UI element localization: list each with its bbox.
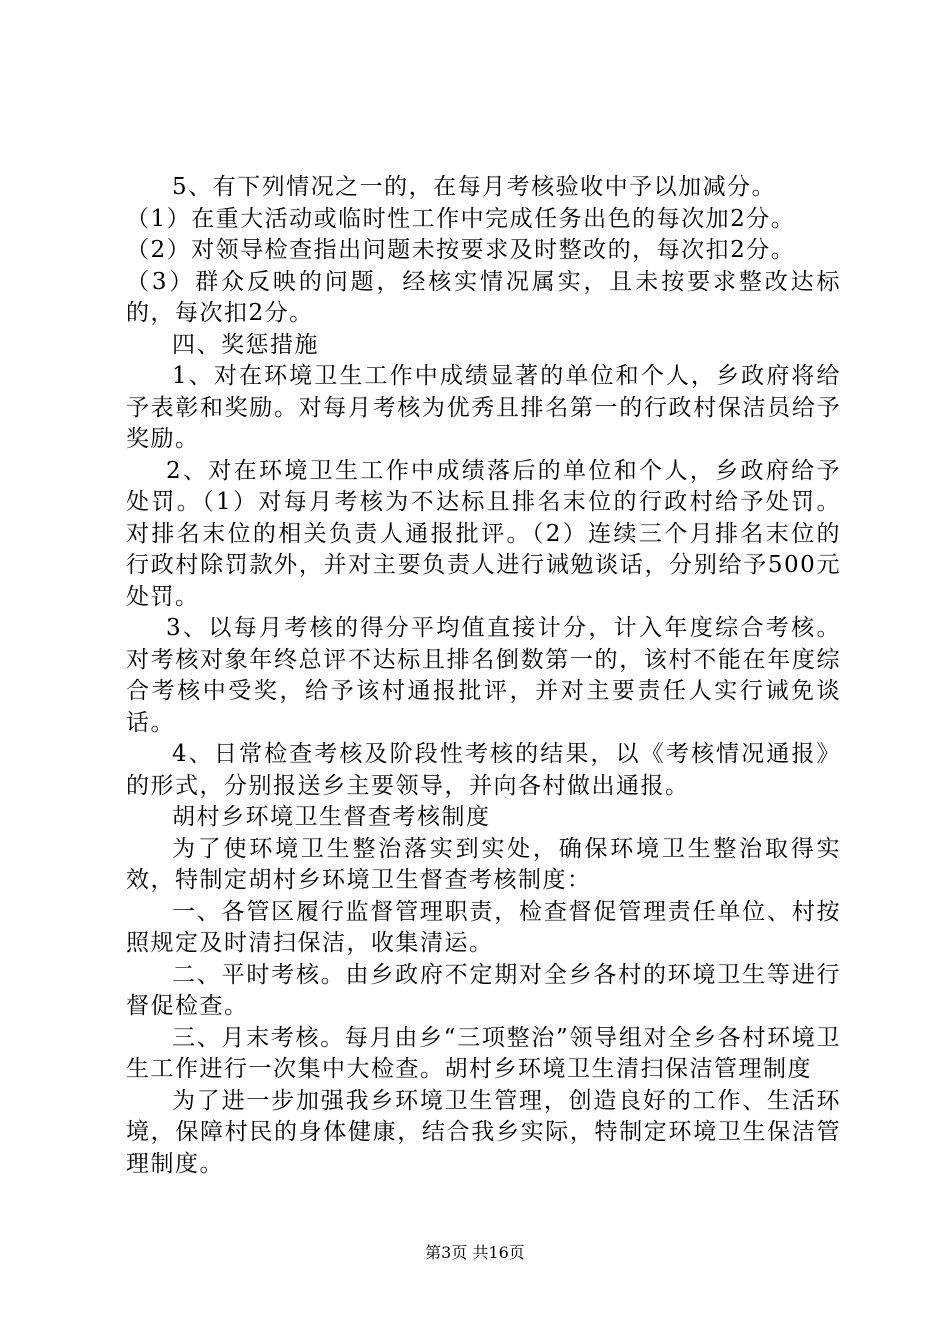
paragraph-clause-1: 一、各管区履行监督管理职责，检查督促管理责任单位、村按照规定及时清扫保洁，收集清运。 bbox=[126, 898, 841, 956]
paragraph-item-5-adjust: 5、有下列情况之一的，在每月考核验收中予以加减分。 bbox=[172, 174, 777, 200]
paragraph-penalty: 2、对在环境卫生工作中成绩落后的单位和个人，乡政府给予处罚。（1）对每月考核为不达标且排名末位的行政村给予处罚。对排名末位的相关负责人通报批评。（2）连续三个月排名末位的行政村除罚款外，并对主要负责人进行诫勉谈话，分别给予500元处罚。 bbox=[126, 457, 841, 610]
section-title-supervision-system: 胡村乡环境卫生督查考核制度 bbox=[172, 804, 491, 830]
paragraph-bonus-rule: （1）在重大活动或临时性工作中完成任务出色的每次加2分。 bbox=[126, 205, 796, 232]
paragraph-clause-3: 三、月末考核。每月由乡“三项整治”领导组对全乡各村环境卫生工作进行一次集中大检查。胡村乡环境卫生清扫保洁管理制度 bbox=[126, 1024, 841, 1082]
section-heading-rewards-penalties: 四、奖惩措施 bbox=[172, 331, 319, 358]
paragraph-reward: 1、对在环境卫生工作中成绩显著的单位和个人，乡政府将给予表彰和奖励。对每月考核为优秀且排名第一的行政村保洁员给予奖励。 bbox=[126, 363, 841, 452]
paragraph-deduct-leader-rule: （2）对领导检查指出问题未按要求及时整改的，每次扣2分。 bbox=[126, 237, 796, 263]
document-body bbox=[126, 172, 841, 1180]
paragraph-clause-2: 二、平时考核。由乡政府不定期对全乡各村的环境卫生等进行督促检查。 bbox=[126, 961, 841, 1019]
paragraph-purpose: 为了使环境卫生整治落实到实处，确保环境卫生整治取得实效，特制定胡村乡环境卫生督查考核制度： bbox=[126, 835, 841, 893]
paragraph-report: 4、日常检查考核及阶段性考核的结果，以《考核情况通报》的形式，分别报送乡主要领导，并向各村做出通报。 bbox=[126, 741, 841, 799]
paragraph-annual-score: 3、以每月考核的得分平均值直接计分，计入年度综合考核。对考核对象年终总评不达标且排名倒数第一的，该村不能在年度综合考核中受奖，给予该村通报批评，并对主要责任人实行诫免谈话。 bbox=[126, 615, 841, 736]
paragraph-deduct-public-rule: （3）群众反映的问题，经核实情况属实，且未按要求整改达标的，每次扣2分。 bbox=[126, 268, 841, 326]
paragraph-cleaning-intro: 为了进一步加强我乡环境卫生管理，创造良好的工作、生活环境，保障村民的身体健康，结合我乡实际，特制定环境卫生保洁管理制度。 bbox=[126, 1087, 841, 1177]
page-number: 第3页 共16页 bbox=[425, 1243, 525, 1262]
